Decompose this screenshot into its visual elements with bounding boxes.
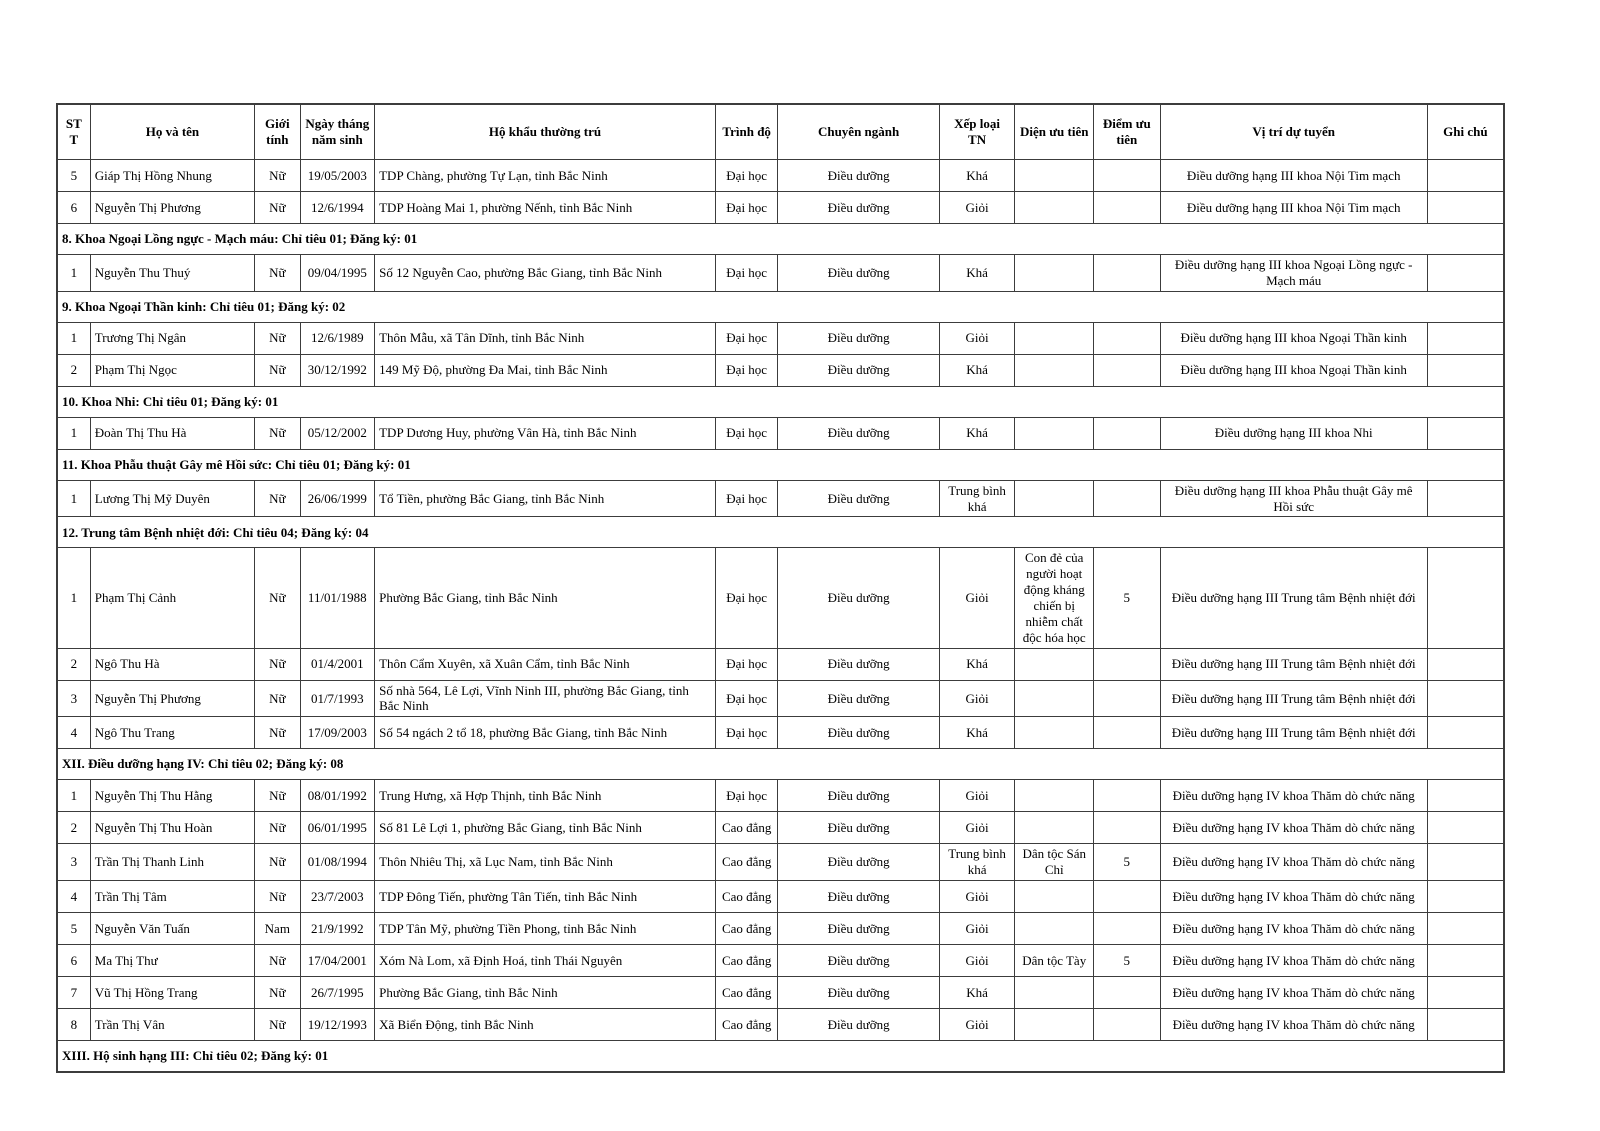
cell-priority	[1015, 717, 1094, 749]
cell-address: TDP Tân Mỹ, phường Tiền Phong, tỉnh Bắc Ninh	[375, 913, 716, 945]
column-header-gender: Giới tính	[255, 104, 300, 160]
cell-points	[1094, 160, 1161, 192]
cell-major: Điều dưỡng	[778, 255, 939, 292]
table-row	[57, 648, 1504, 680]
cell-gender: Nữ	[255, 717, 300, 749]
cell-degree: Đại học	[715, 717, 778, 749]
cell-note	[1427, 480, 1504, 517]
cell-major: Điều dưỡng	[778, 977, 939, 1009]
table-row	[57, 354, 1504, 386]
cell-address: Xã Biển Động, tỉnh Bắc Ninh	[375, 1009, 716, 1041]
cell-stt: 1	[57, 322, 90, 354]
cell-address: Xóm Nà Lom, xã Định Hoá, tỉnh Thái Nguyên	[375, 945, 716, 977]
cell-major: Điều dưỡng	[778, 160, 939, 192]
cell-position: Điều dưỡng hạng III khoa Nội Tim mạch	[1160, 192, 1427, 224]
table-header	[57, 104, 1504, 160]
cell-degree: Đại học	[715, 780, 778, 812]
cell-major: Điều dưỡng	[778, 913, 939, 945]
cell-dob: 01/4/2001	[300, 648, 375, 680]
cell-major: Điều dưỡng	[778, 680, 939, 717]
cell-address: Thôn Nhiêu Thị, xã Lục Nam, tỉnh Bắc Ninh	[375, 844, 716, 881]
cell-position: Điều dưỡng hạng III Trung tâm Bệnh nhiệt đới	[1160, 548, 1427, 648]
cell-note	[1427, 680, 1504, 717]
cell-position: Điều dưỡng hạng IV khoa Thăm dò chức năng	[1160, 844, 1427, 881]
cell-stt: 1	[57, 417, 90, 449]
cell-dob: 05/12/2002	[300, 417, 375, 449]
column-header-note: Ghi chú	[1427, 104, 1504, 160]
cell-stt: 1	[57, 480, 90, 517]
cell-degree: Đại học	[715, 680, 778, 717]
cell-dob: 19/05/2003	[300, 160, 375, 192]
table-row	[57, 322, 1504, 354]
cell-major: Điều dưỡng	[778, 548, 939, 648]
column-header-major: Chuyên ngành	[778, 104, 939, 160]
cell-major: Điều dưỡng	[778, 945, 939, 977]
column-header-priority: Diện ưu tiên	[1015, 104, 1094, 160]
cell-rank: Giỏi	[939, 1009, 1015, 1041]
cell-dob: 08/01/1992	[300, 780, 375, 812]
cell-name: Giáp Thị Hồng Nhung	[90, 160, 254, 192]
column-header-dob: Ngày tháng năm sinh	[300, 104, 375, 160]
cell-stt: 1	[57, 255, 90, 292]
cell-dob: 23/7/2003	[300, 881, 375, 913]
cell-rank: Khá	[939, 417, 1015, 449]
cell-stt: 1	[57, 780, 90, 812]
cell-gender: Nữ	[255, 844, 300, 881]
cell-rank: Giỏi	[939, 913, 1015, 945]
cell-dob: 12/6/1989	[300, 322, 375, 354]
table-row	[57, 417, 1504, 449]
section-header-row	[57, 749, 1504, 780]
cell-priority	[1015, 648, 1094, 680]
cell-priority	[1015, 480, 1094, 517]
cell-degree: Cao đẳng	[715, 844, 778, 881]
table-row	[57, 1009, 1504, 1041]
column-header-points: Điểm ưu tiên	[1094, 104, 1161, 160]
cell-rank: Khá	[939, 977, 1015, 1009]
cell-priority	[1015, 1009, 1094, 1041]
cell-priority: Dân tộc Tày	[1015, 945, 1094, 977]
cell-name: Nguyễn Thị Phương	[90, 192, 254, 224]
cell-priority	[1015, 812, 1094, 844]
cell-name: Trần Thị Tâm	[90, 881, 254, 913]
cell-gender: Nữ	[255, 255, 300, 292]
cell-rank: Giỏi	[939, 945, 1015, 977]
cell-degree: Cao đẳng	[715, 945, 778, 977]
cell-priority	[1015, 417, 1094, 449]
cell-degree: Đại học	[715, 192, 778, 224]
table-row	[57, 780, 1504, 812]
cell-major: Điều dưỡng	[778, 322, 939, 354]
cell-major: Điều dưỡng	[778, 648, 939, 680]
cell-degree: Đại học	[715, 648, 778, 680]
cell-name: Đoàn Thị Thu Hà	[90, 417, 254, 449]
table-row	[57, 255, 1504, 292]
cell-note	[1427, 160, 1504, 192]
cell-position: Điều dưỡng hạng III Trung tâm Bệnh nhiệt đới	[1160, 648, 1427, 680]
cell-priority	[1015, 322, 1094, 354]
column-header-address: Hộ khẩu thường trú	[375, 104, 716, 160]
section-header-row	[57, 224, 1504, 255]
cell-dob: 01/08/1994	[300, 844, 375, 881]
cell-degree: Đại học	[715, 354, 778, 386]
cell-address: Tổ Tiền, phường Bắc Giang, tỉnh Bắc Ninh	[375, 480, 716, 517]
cell-address: Số nhà 564, Lê Lợi, Vĩnh Ninh III, phường Bắc Giang, tỉnh Bắc Ninh	[375, 680, 716, 717]
cell-points	[1094, 192, 1161, 224]
cell-name: Vũ Thị Hồng Trang	[90, 977, 254, 1009]
cell-dob: 26/06/1999	[300, 480, 375, 517]
cell-priority	[1015, 680, 1094, 717]
cell-points: 5	[1094, 844, 1161, 881]
section-header-row	[57, 1041, 1504, 1073]
cell-points	[1094, 977, 1161, 1009]
cell-rank: Khá	[939, 717, 1015, 749]
cell-position: Điều dưỡng hạng IV khoa Thăm dò chức năng	[1160, 913, 1427, 945]
section-title: 10. Khoa Nhi: Chỉ tiêu 01; Đăng ký: 01	[57, 386, 1504, 417]
cell-address: TDP Chàng, phường Tự Lạn, tỉnh Bắc Ninh	[375, 160, 716, 192]
cell-address: Số 81 Lê Lợi 1, phường Bắc Giang, tỉnh Bắc Ninh	[375, 812, 716, 844]
cell-address: TDP Hoàng Mai 1, phường Nếnh, tỉnh Bắc Ninh	[375, 192, 716, 224]
column-header-name: Họ và tên	[90, 104, 254, 160]
cell-stt: 2	[57, 812, 90, 844]
cell-major: Điều dưỡng	[778, 717, 939, 749]
cell-stt: 3	[57, 680, 90, 717]
cell-points	[1094, 680, 1161, 717]
cell-degree: Đại học	[715, 417, 778, 449]
cell-note	[1427, 417, 1504, 449]
cell-position: Điều dưỡng hạng III khoa Phẫu thuật Gây mê Hồi sức	[1160, 480, 1427, 517]
cell-note	[1427, 913, 1504, 945]
cell-note	[1427, 844, 1504, 881]
table-row	[57, 881, 1504, 913]
cell-address: Số 12 Nguyễn Cao, phường Bắc Giang, tỉnh Bắc Ninh	[375, 255, 716, 292]
cell-name: Trương Thị Ngân	[90, 322, 254, 354]
cell-position: Điều dưỡng hạng III khoa Ngoại Thần kinh	[1160, 354, 1427, 386]
table-row	[57, 160, 1504, 192]
cell-position: Điều dưỡng hạng III Trung tâm Bệnh nhiệt đới	[1160, 717, 1427, 749]
table-body	[57, 160, 1504, 1073]
cell-name: Nguyễn Thị Thu Hằng	[90, 780, 254, 812]
cell-major: Điều dưỡng	[778, 417, 939, 449]
cell-gender: Nữ	[255, 680, 300, 717]
cell-points	[1094, 881, 1161, 913]
cell-position: Điều dưỡng hạng III khoa Nhi	[1160, 417, 1427, 449]
column-header-stt: STT	[57, 104, 90, 160]
cell-address: TDP Đông Tiến, phường Tân Tiến, tỉnh Bắc Ninh	[375, 881, 716, 913]
cell-address: 149 Mỹ Độ, phường Đa Mai, tỉnh Bắc Ninh	[375, 354, 716, 386]
cell-position: Điều dưỡng hạng IV khoa Thăm dò chức năng	[1160, 812, 1427, 844]
column-header-rank: Xếp loại TN	[939, 104, 1015, 160]
cell-rank: Giỏi	[939, 322, 1015, 354]
cell-name: Nguyễn Thu Thuý	[90, 255, 254, 292]
cell-gender: Nữ	[255, 977, 300, 1009]
cell-dob: 01/7/1993	[300, 680, 375, 717]
cell-name: Ngô Thu Hà	[90, 648, 254, 680]
cell-address: Phường Bắc Giang, tỉnh Bắc Ninh	[375, 548, 716, 648]
cell-degree: Cao đẳng	[715, 1009, 778, 1041]
section-title: 9. Khoa Ngoại Thần kinh: Chỉ tiêu 01; Đăng ký: 02	[57, 291, 1504, 322]
cell-stt: 8	[57, 1009, 90, 1041]
cell-points	[1094, 780, 1161, 812]
cell-position: Điều dưỡng hạng IV khoa Thăm dò chức năng	[1160, 945, 1427, 977]
cell-position: Điều dưỡng hạng IV khoa Thăm dò chức năng	[1160, 1009, 1427, 1041]
cell-priority	[1015, 881, 1094, 913]
cell-rank: Giỏi	[939, 192, 1015, 224]
cell-degree: Đại học	[715, 480, 778, 517]
cell-points: 5	[1094, 548, 1161, 648]
cell-dob: 21/9/1992	[300, 913, 375, 945]
cell-note	[1427, 945, 1504, 977]
header-row	[57, 104, 1504, 160]
cell-major: Điều dưỡng	[778, 812, 939, 844]
cell-dob: 30/12/1992	[300, 354, 375, 386]
cell-rank: Giỏi	[939, 548, 1015, 648]
section-header-row	[57, 517, 1504, 548]
cell-position: Điều dưỡng hạng IV khoa Thăm dò chức năng	[1160, 780, 1427, 812]
cell-address: Thôn Cẩm Xuyên, xã Xuân Cẩm, tỉnh Bắc Ninh	[375, 648, 716, 680]
cell-stt: 6	[57, 192, 90, 224]
cell-points	[1094, 648, 1161, 680]
cell-name: Phạm Thị Cảnh	[90, 548, 254, 648]
cell-name: Nguyễn Thị Thu Hoàn	[90, 812, 254, 844]
cell-gender: Nữ	[255, 417, 300, 449]
cell-degree: Đại học	[715, 548, 778, 648]
cell-note	[1427, 192, 1504, 224]
cell-gender: Nữ	[255, 812, 300, 844]
cell-points	[1094, 1009, 1161, 1041]
cell-degree: Cao đẳng	[715, 913, 778, 945]
cell-stt: 4	[57, 717, 90, 749]
cell-points	[1094, 717, 1161, 749]
cell-stt: 2	[57, 354, 90, 386]
cell-priority	[1015, 160, 1094, 192]
cell-stt: 4	[57, 881, 90, 913]
cell-note	[1427, 1009, 1504, 1041]
section-header-row	[57, 386, 1504, 417]
cell-position: Điều dưỡng hạng III khoa Ngoại Lồng ngực - Mạch máu	[1160, 255, 1427, 292]
table-row	[57, 812, 1504, 844]
section-header-row	[57, 449, 1504, 480]
cell-major: Điều dưỡng	[778, 1009, 939, 1041]
cell-major: Điều dưỡng	[778, 844, 939, 881]
cell-position: Điều dưỡng hạng III khoa Nội Tim mạch	[1160, 160, 1427, 192]
cell-name: Ma Thị Thư	[90, 945, 254, 977]
cell-degree: Cao đẳng	[715, 977, 778, 1009]
cell-note	[1427, 354, 1504, 386]
cell-gender: Nữ	[255, 548, 300, 648]
table-row	[57, 844, 1504, 881]
cell-dob: 12/6/1994	[300, 192, 375, 224]
cell-gender: Nữ	[255, 1009, 300, 1041]
cell-major: Điều dưỡng	[778, 354, 939, 386]
cell-major: Điều dưỡng	[778, 192, 939, 224]
cell-rank: Trung bình khá	[939, 480, 1015, 517]
cell-degree: Đại học	[715, 160, 778, 192]
section-title: 11. Khoa Phẫu thuật Gây mê Hồi sức: Chỉ tiêu 01; Đăng ký: 01	[57, 449, 1504, 480]
cell-name: Nguyễn Thị Phương	[90, 680, 254, 717]
cell-dob: 26/7/1995	[300, 977, 375, 1009]
cell-degree: Đại học	[715, 255, 778, 292]
cell-rank: Khá	[939, 255, 1015, 292]
cell-points: 5	[1094, 945, 1161, 977]
cell-address: Thôn Mẫu, xã Tân Dĩnh, tỉnh Bắc Ninh	[375, 322, 716, 354]
cell-dob: 09/04/1995	[300, 255, 375, 292]
section-title: 8. Khoa Ngoại Lồng ngực - Mạch máu: Chỉ tiêu 01; Đăng ký: 01	[57, 224, 1504, 255]
cell-gender: Nữ	[255, 354, 300, 386]
cell-stt: 6	[57, 945, 90, 977]
cell-points	[1094, 255, 1161, 292]
cell-points	[1094, 913, 1161, 945]
cell-stt: 5	[57, 913, 90, 945]
cell-priority	[1015, 913, 1094, 945]
cell-priority	[1015, 977, 1094, 1009]
cell-note	[1427, 322, 1504, 354]
cell-dob: 17/09/2003	[300, 717, 375, 749]
table-row	[57, 945, 1504, 977]
section-title: XIII. Hộ sinh hạng III: Chỉ tiêu 02; Đăng ký: 01	[57, 1041, 1504, 1073]
cell-name: Ngô Thu Trang	[90, 717, 254, 749]
table-row	[57, 192, 1504, 224]
cell-stt: 3	[57, 844, 90, 881]
cell-note	[1427, 812, 1504, 844]
cell-rank: Trung bình khá	[939, 844, 1015, 881]
cell-address: Số 54 ngách 2 tổ 18, phường Bắc Giang, tỉnh Bắc Ninh	[375, 717, 716, 749]
cell-dob: 19/12/1993	[300, 1009, 375, 1041]
cell-priority: Con đẻ của người hoạt động kháng chiến bị nhiễm chất độc hóa học	[1015, 548, 1094, 648]
cell-note	[1427, 548, 1504, 648]
cell-address: Phường Bắc Giang, tỉnh Bắc Ninh	[375, 977, 716, 1009]
cell-priority: Dân tộc Sán Chỉ	[1015, 844, 1094, 881]
cell-name: Nguyễn Văn Tuấn	[90, 913, 254, 945]
cell-major: Điều dưỡng	[778, 881, 939, 913]
cell-gender: Nữ	[255, 780, 300, 812]
cell-priority	[1015, 255, 1094, 292]
column-header-degree: Trình độ	[715, 104, 778, 160]
cell-position: Điều dưỡng hạng III khoa Ngoại Thần kinh	[1160, 322, 1427, 354]
cell-gender: Nữ	[255, 648, 300, 680]
cell-position: Điều dưỡng hạng IV khoa Thăm dò chức năng	[1160, 977, 1427, 1009]
cell-degree: Cao đẳng	[715, 812, 778, 844]
cell-gender: Nữ	[255, 322, 300, 354]
cell-gender: Nữ	[255, 160, 300, 192]
table-row	[57, 913, 1504, 945]
cell-degree: Đại học	[715, 322, 778, 354]
cell-rank: Giỏi	[939, 680, 1015, 717]
cell-stt: 5	[57, 160, 90, 192]
cell-priority	[1015, 780, 1094, 812]
cell-note	[1427, 780, 1504, 812]
table-row	[57, 548, 1504, 648]
cell-gender: Nữ	[255, 480, 300, 517]
cell-points	[1094, 812, 1161, 844]
cell-priority	[1015, 192, 1094, 224]
cell-stt: 2	[57, 648, 90, 680]
cell-gender: Nữ	[255, 192, 300, 224]
table-row	[57, 480, 1504, 517]
cell-name: Phạm Thị Ngọc	[90, 354, 254, 386]
cell-rank: Giỏi	[939, 881, 1015, 913]
cell-note	[1427, 255, 1504, 292]
cell-major: Điều dưỡng	[778, 480, 939, 517]
cell-rank: Khá	[939, 160, 1015, 192]
cell-stt: 7	[57, 977, 90, 1009]
cell-note	[1427, 648, 1504, 680]
cell-position: Điều dưỡng hạng IV khoa Thăm dò chức năng	[1160, 881, 1427, 913]
table-row	[57, 977, 1504, 1009]
recruitment-table	[56, 103, 1505, 1073]
cell-rank: Khá	[939, 648, 1015, 680]
cell-priority	[1015, 354, 1094, 386]
cell-note	[1427, 881, 1504, 913]
cell-address: TDP Dương Huy, phường Vân Hà, tỉnh Bắc Ninh	[375, 417, 716, 449]
cell-gender: Nữ	[255, 881, 300, 913]
section-header-row	[57, 291, 1504, 322]
cell-points	[1094, 417, 1161, 449]
cell-rank: Giỏi	[939, 812, 1015, 844]
cell-dob: 11/01/1988	[300, 548, 375, 648]
section-title: XII. Điều dưỡng hạng IV: Chỉ tiêu 02; Đăng ký: 08	[57, 749, 1504, 780]
cell-position: Điều dưỡng hạng III Trung tâm Bệnh nhiệt đới	[1160, 680, 1427, 717]
cell-degree: Cao đẳng	[715, 881, 778, 913]
cell-stt: 1	[57, 548, 90, 648]
cell-dob: 06/01/1995	[300, 812, 375, 844]
cell-name: Trần Thị Thanh Linh	[90, 844, 254, 881]
cell-gender: Nam	[255, 913, 300, 945]
cell-major: Điều dưỡng	[778, 780, 939, 812]
cell-note	[1427, 717, 1504, 749]
table-row	[57, 680, 1504, 717]
cell-rank: Khá	[939, 354, 1015, 386]
column-header-position: Vị trí dự tuyển	[1160, 104, 1427, 160]
cell-points	[1094, 480, 1161, 517]
cell-points	[1094, 322, 1161, 354]
section-title: 12. Trung tâm Bệnh nhiệt đới: Chỉ tiêu 04; Đăng ký: 04	[57, 517, 1504, 548]
cell-name: Trần Thị Vân	[90, 1009, 254, 1041]
cell-name: Lương Thị Mỹ Duyên	[90, 480, 254, 517]
cell-points	[1094, 354, 1161, 386]
table-row	[57, 717, 1504, 749]
cell-note	[1427, 977, 1504, 1009]
cell-dob: 17/04/2001	[300, 945, 375, 977]
cell-gender: Nữ	[255, 945, 300, 977]
cell-rank: Giỏi	[939, 780, 1015, 812]
cell-address: Trung Hưng, xã Hợp Thịnh, tỉnh Bắc Ninh	[375, 780, 716, 812]
